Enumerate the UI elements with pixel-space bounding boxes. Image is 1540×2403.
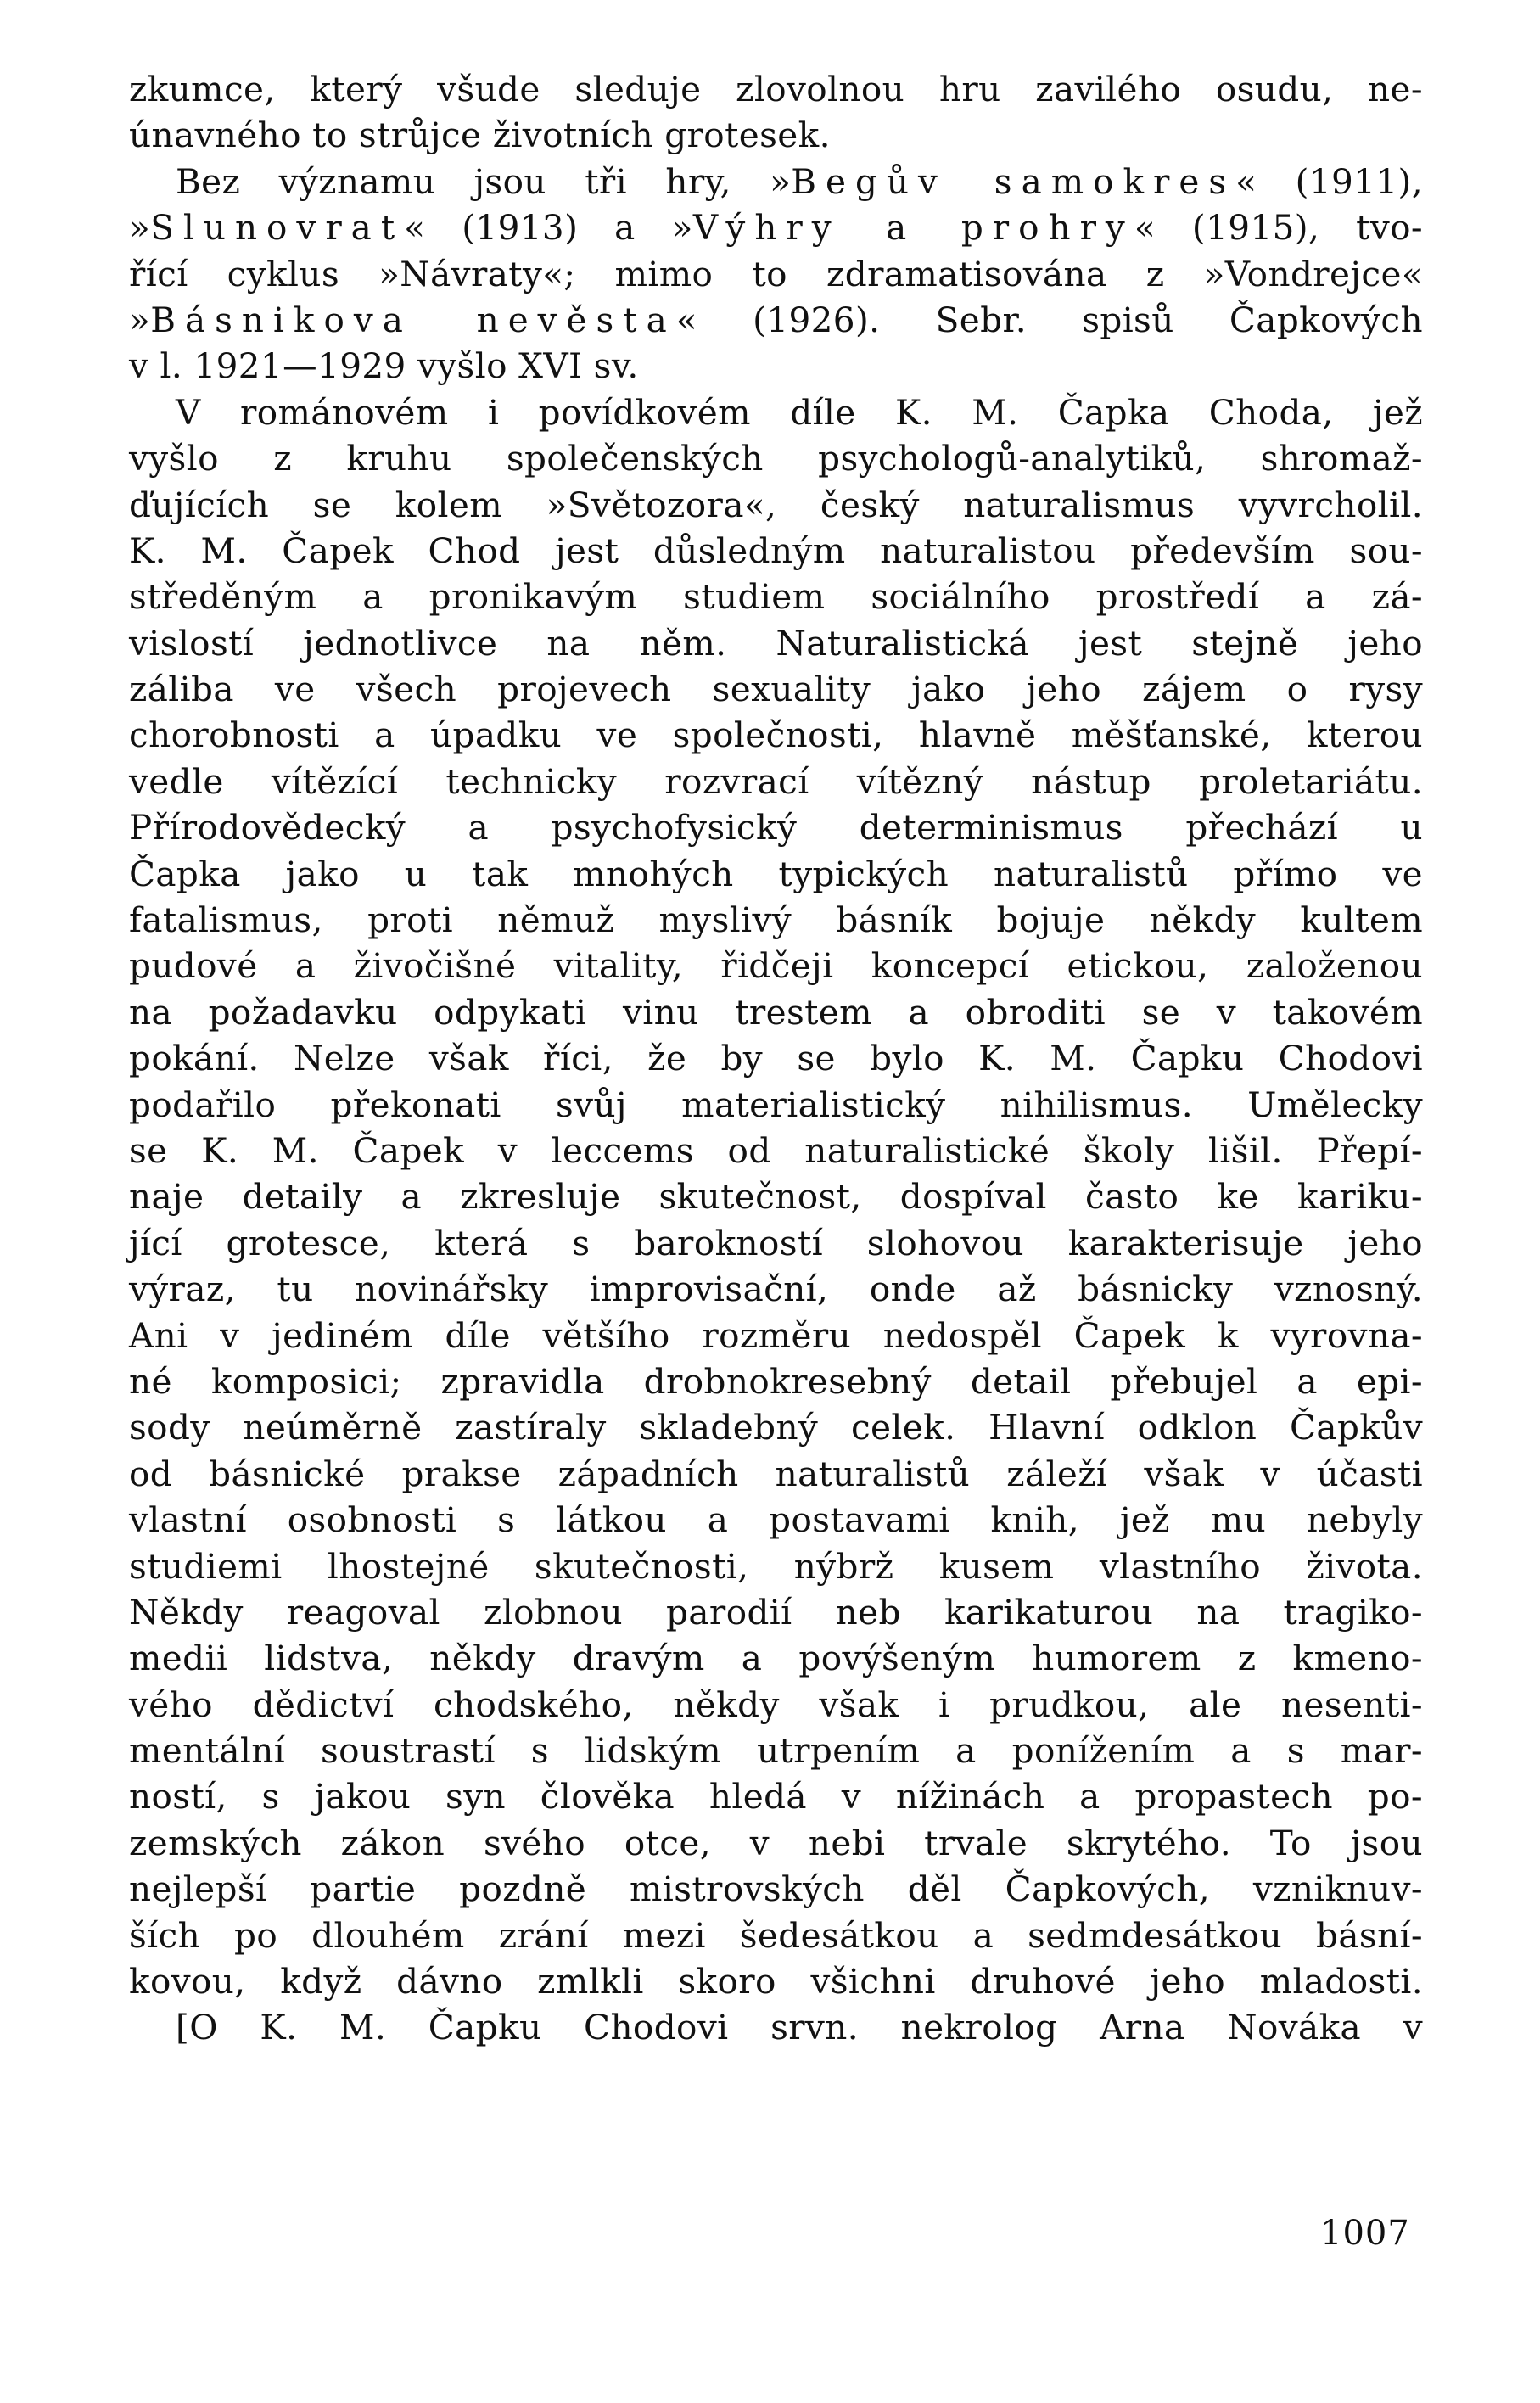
text-segment: v l. 1921—1929 vyšlo XVI sv. <box>129 345 639 387</box>
text-line <box>129 1173 1423 1219</box>
text-line <box>129 1313 1423 1358</box>
text-segment: né komposici; zpravidla drobnokresebný detail přebujel a epi- <box>129 1360 1423 1402</box>
text-line <box>129 1404 1423 1450</box>
text-line <box>129 1358 1423 1404</box>
text-segment: řící cyklus »Návraty«; mimo to zdramatisována z »Vondrejce« <box>129 253 1423 294</box>
text-segment: ších po dlouhém zrání mezi šedesátkou a sedmdesátkou básní- <box>129 1914 1423 1956</box>
text-segment: mentální soustrastí s lidským utrpením a ponížením a s mar- <box>129 1730 1423 1772</box>
text-line <box>129 1958 1423 2004</box>
text-segment: » <box>129 207 151 249</box>
text-segment: se K. M. Čapek v leccems od naturalistické školy lišil. Přepí- <box>129 1129 1423 1171</box>
text-segment: záliba ve všech projevech sexuality jako jeho zájem o rysy <box>129 669 1423 710</box>
text-segment: Ani v jediném díle většího rozměru nedospěl Čapek k vyrovna- <box>129 1314 1423 1356</box>
text-segment: Přírodovědecký a psychofysický determinismus přechází u <box>129 807 1423 849</box>
text-line <box>129 943 1423 989</box>
text-segment: Bez významu jsou tři hry, » <box>176 160 792 202</box>
text-line <box>129 204 1423 250</box>
text-line <box>129 1451 1423 1497</box>
text-line <box>129 112 1423 158</box>
text-segment: V románovém i povídkovém díle K. M. Čapka Choda, jež <box>176 391 1423 433</box>
text-segment: vyšlo z kruhu společenských psychologů-analytiků, shromaž- <box>129 438 1423 479</box>
spaced-title: Slunovrat <box>150 207 405 249</box>
text-segment: vlastní osobnosti s látkou a postavami knih, jež mu nebyly <box>129 1499 1423 1541</box>
page-body <box>129 66 1423 2051</box>
text-line <box>129 574 1423 619</box>
text-segment: pokání. Nelze však říci, že by se bylo K. M. Čapku Chodovi <box>129 1038 1423 1079</box>
text-line <box>129 1913 1423 1958</box>
text-segment: studiemi lhostejné skutečnosti, nýbrž kusem vlastního života. <box>129 1545 1423 1587</box>
text-line <box>129 2004 1423 2050</box>
text-segment: kovou, když dávno zmlkli skoro všichni druhové jeho mladosti. <box>129 1961 1423 2002</box>
text-line <box>129 528 1423 574</box>
text-segment: fatalismus, proti němuž myslivý básník bojuje někdy kultem <box>129 899 1423 941</box>
text-segment: středěným a pronikavým studiem sociálního prostředí a zá- <box>129 576 1423 618</box>
text-line <box>129 1128 1423 1173</box>
text-segment: ďujících se kolem »Světozora«, český naturalismus vyvrcholil. <box>129 484 1423 525</box>
text-segment: výraz, tu novinářsky improvisační, onde až básnicky vznosný. <box>129 1269 1423 1310</box>
text-segment: Někdy reagoval zlobnou parodií neb karikaturou na tragiko- <box>129 1591 1423 1633</box>
text-segment: chorobnosti a úpadku ve společnosti, hlavně měšťanské, kterou <box>129 714 1423 756</box>
text-segment: « (1913) a » <box>404 207 693 249</box>
text-segment: pudové a živočišné vitality, řidčeji koncepcí etickou, založenou <box>129 945 1423 987</box>
text-line <box>129 851 1423 897</box>
text-line <box>129 1728 1423 1773</box>
text-segment: zemských zákon svého otce, v nebi trvale skrytého. To jsou <box>129 1822 1423 1863</box>
text-segment: naje detaily a zkresluje skutečnost, dospíval často ke kariku- <box>129 1176 1423 1218</box>
text-segment: podařilo překonati svůj materialistický nihilismus. Umělecky <box>129 1084 1423 1125</box>
text-line <box>129 1589 1423 1635</box>
text-segment: K. M. Čapek Chod jest důsledným naturalistou především sou- <box>129 529 1423 571</box>
text-line <box>129 1543 1423 1589</box>
text-segment: « (1915), tvo- <box>1134 207 1423 249</box>
page-number: 1007 <box>1320 2214 1410 2253</box>
text-segment: » <box>129 299 151 340</box>
text-segment: od básnické prakse západních naturalistů záleží však v účasti <box>129 1453 1423 1494</box>
spaced-title: Begův samokres <box>791 160 1236 202</box>
text-line <box>129 759 1423 804</box>
text-segment: vislostí jednotlivce na něm. Naturalistická jest stejně jeho <box>129 622 1423 664</box>
text-line <box>129 435 1423 481</box>
text-line <box>129 482 1423 528</box>
text-line <box>129 1682 1423 1728</box>
text-segment: [O K. M. Čapku Chodovi srvn. nekrolog Arna Nováka v <box>176 2007 1423 2048</box>
text-line <box>129 989 1423 1035</box>
text-line <box>129 666 1423 712</box>
text-line <box>129 343 1423 389</box>
text-segment: vedle vítězící technicky rozvrací vítězný nástup proletariátu. <box>129 760 1423 802</box>
text-line <box>129 1820 1423 1866</box>
text-segment: Čapka jako u tak mnohých typických naturalistů přímo ve <box>129 853 1423 894</box>
text-line <box>129 1220 1423 1266</box>
text-segment: « (1926). Sebr. spisů Čapkových <box>675 299 1423 340</box>
text-line <box>129 1035 1423 1081</box>
spaced-title: Básnikova nevěsta <box>150 299 676 340</box>
text-segment: « (1911), <box>1235 160 1423 202</box>
text-line <box>129 1635 1423 1681</box>
text-segment: ností, s jakou syn člověka hledá v nížinách a propastech po- <box>129 1776 1423 1818</box>
text-segment: únavného to strůjce životních grotesek. <box>129 115 831 156</box>
text-line <box>129 620 1423 666</box>
text-segment: na požadavku odpykati vinu trestem a obroditi se v takovém <box>129 991 1423 1033</box>
text-line <box>129 712 1423 758</box>
text-segment: nejlepší partie pozdně mistrovských děl Čapkových, vzniknuv- <box>129 1868 1423 1910</box>
text-segment: jící grotesce, která s barokností slohovou karakterisuje jeho <box>129 1222 1423 1263</box>
text-line <box>129 1266 1423 1312</box>
text-line <box>129 1497 1423 1543</box>
text-segment: vého dědictví chodského, někdy však i prudkou, ale nesenti- <box>129 1683 1423 1725</box>
text-line <box>129 251 1423 297</box>
text-line <box>129 1773 1423 1819</box>
text-line <box>129 1866 1423 1912</box>
text-line <box>129 297 1423 343</box>
text-segment: zkumce, který všude sleduje zlovolnou hru zavilého osudu, ne- <box>129 69 1423 109</box>
text-line <box>129 1082 1423 1128</box>
text-line <box>129 897 1423 943</box>
text-segment: medii lidstva, někdy dravým a povýšeným humorem z kmeno- <box>129 1638 1423 1679</box>
text-line <box>129 804 1423 850</box>
text-line <box>129 389 1423 435</box>
text-line <box>129 66 1423 112</box>
text-segment: sody neúměrně zastíraly skladebný celek. Hlavní odklon Čapkův <box>129 1407 1423 1448</box>
text-line <box>129 159 1423 204</box>
spaced-title: Výhry a prohry <box>692 207 1134 249</box>
